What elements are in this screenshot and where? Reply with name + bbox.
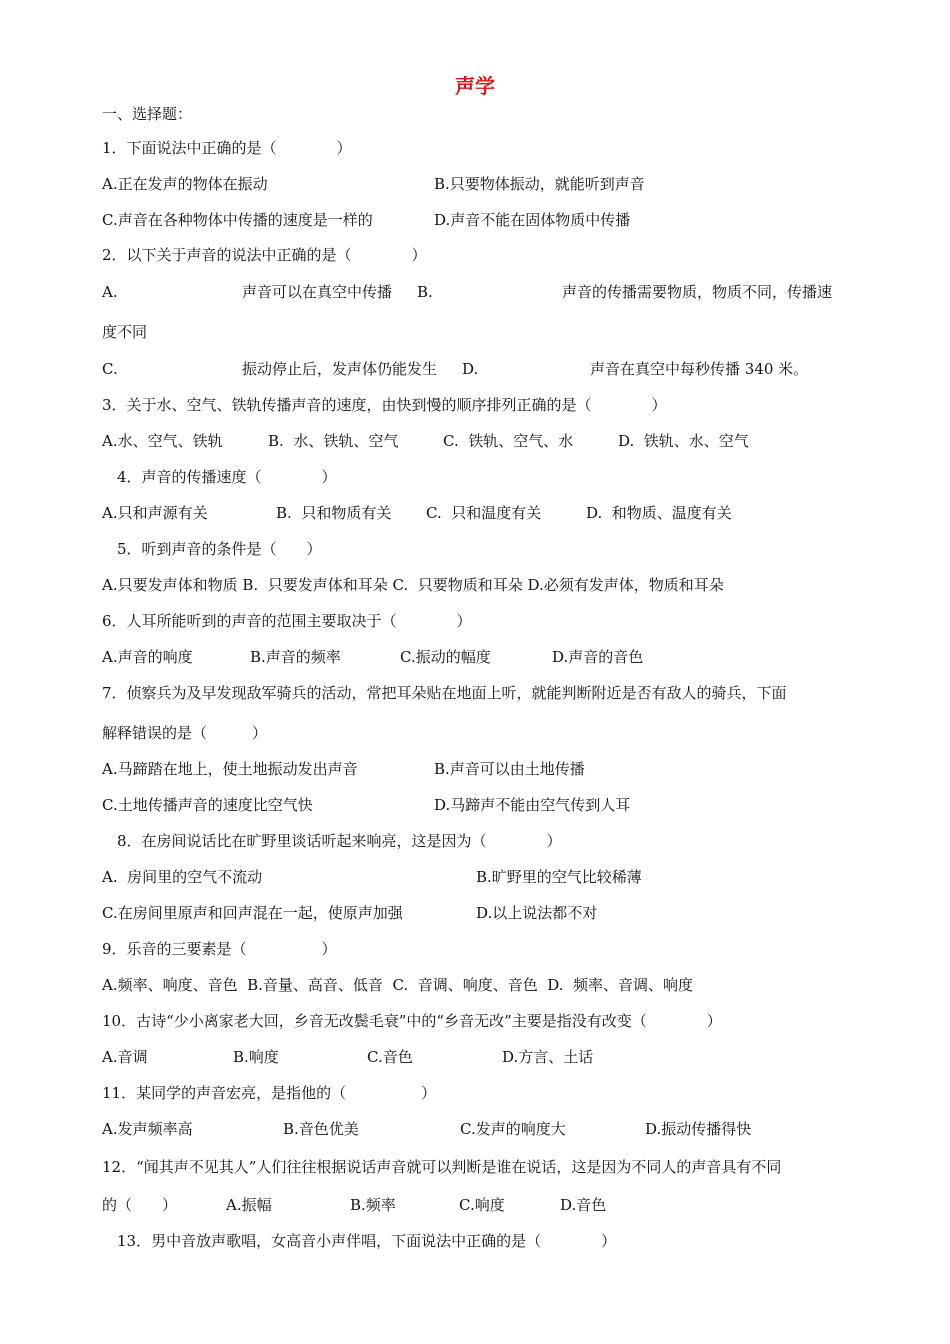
q7-stem-line2: 解释错误的是（ ） xyxy=(102,724,268,742)
q3-option-d: D. 铁轨、水、空气 xyxy=(618,432,749,450)
q7-stem-line1: 7．侦察兵为及早发现敌军骑兵的活动，常把耳朵贴在地面上听，就能判断附近是否有敌人的骑兵，下面 xyxy=(102,684,787,702)
q5-stem: 5．听到声音的条件是（ ） xyxy=(117,540,322,558)
q11-option-a: A.发声频率高 xyxy=(102,1120,193,1138)
q11-option-d: D.振动传播得快 xyxy=(645,1120,752,1138)
q6-stem: 6．人耳所能听到的声音的范围主要取决于（ ） xyxy=(102,612,472,630)
q5-options: A.只要发声体和物质 B. 只要发声体和耳朵 C. 只要物质和耳朵 D.必须有发声体，物质和耳朵 xyxy=(102,576,724,594)
q10-option-c: C.音色 xyxy=(367,1048,413,1066)
q1-stem: 1．下面说法中正确的是（ ） xyxy=(102,139,352,157)
q6-option-c: C.振动的幅度 xyxy=(400,648,491,666)
q2-option-b-text: 声音的传播需要物质，物质不同，传播速 xyxy=(562,283,833,301)
q8-option-a: A. 房间里的空气不流动 xyxy=(102,868,263,886)
q2-option-d-label: D. xyxy=(462,360,479,378)
q7-option-b: B.声音可以由土地传播 xyxy=(434,760,585,778)
q13-stem: 13．男中音放声歌唱，女高音小声伴唱，下面说法中正确的是（ ） xyxy=(117,1232,617,1250)
q4-option-a: A.只和声源有关 xyxy=(102,504,208,522)
q1-option-a: A.正在发声的物体在振动 xyxy=(102,175,268,193)
q8-option-b: B.旷野里的空气比较稀薄 xyxy=(476,868,642,886)
q9-stem: 9．乐音的三要素是（ ） xyxy=(102,940,337,958)
q7-option-c: C.土地传播声音的速度比空气快 xyxy=(102,796,313,814)
q2-option-c-label: C. xyxy=(102,360,118,378)
q10-stem: 10．古诗“少小离家老大回，乡音无改鬓毛衰”中的“乡音无改”主要是指没有改变（ ） xyxy=(102,1012,722,1030)
q1-option-c: C.声音在各种物体中传播的速度是一样的 xyxy=(102,211,373,229)
q8-option-d: D.以上说法都不对 xyxy=(476,904,598,922)
q6-option-a: A.声音的响度 xyxy=(102,648,193,666)
q1-option-d: D.声音不能在固体物质中传播 xyxy=(434,211,631,229)
q11-stem: 11．某同学的声音宏亮，是指他的（ ） xyxy=(102,1084,437,1102)
page-title: 声学 xyxy=(455,74,495,98)
q8-stem: 8．在房间说话比在旷野里谈话听起来响亮，这是因为（ ） xyxy=(117,832,562,850)
q11-option-c: C.发声的响度大 xyxy=(460,1120,566,1138)
q8-option-c: C.在房间里原声和回声混在一起，使原声加强 xyxy=(102,904,403,922)
q4-stem: 4．声音的传播速度（ ） xyxy=(117,468,337,486)
q1-option-b: B.只要物体振动，就能听到声音 xyxy=(434,175,645,193)
q10-option-d: D.方言、土话 xyxy=(502,1048,594,1066)
q6-option-d: D.声音的音色 xyxy=(552,648,644,666)
q3-option-c: C. 铁轨、空气、水 xyxy=(443,432,574,450)
q12-stem-line1: 12．“闻其声不见其人”人们往往根据说话声音就可以判断是谁在说话，这是因为不同人的声音具有不同 xyxy=(102,1158,782,1176)
q4-option-c: C. 只和温度有关 xyxy=(426,504,542,522)
q7-option-a: A.马蹄踏在地上，使土地振动发出声音 xyxy=(102,760,358,778)
q2-option-b-cont: 度不同 xyxy=(102,323,148,341)
q12-option-d: D.音色 xyxy=(560,1196,607,1214)
q2-option-c-text: 振动停止后，发声体仍能发生 xyxy=(242,360,438,378)
q3-option-b: B. 水、铁轨、空气 xyxy=(268,432,399,450)
q11-option-b: B.音色优美 xyxy=(283,1120,359,1138)
q6-option-b: B.声音的频率 xyxy=(250,648,341,666)
q2-option-b-label: B. xyxy=(417,283,433,301)
q2-stem: 2．以下关于声音的说法中正确的是（ ） xyxy=(102,246,427,264)
q12-option-c: C.响度 xyxy=(459,1196,505,1214)
q10-option-a: A.音调 xyxy=(102,1048,148,1066)
q3-stem: 3．关于水、空气、铁轨传播声音的速度，由快到慢的顺序排列正确的是（ ） xyxy=(102,396,667,414)
q12-stem-line2: 的（ ） xyxy=(102,1196,178,1214)
section-heading: 一、选择题： xyxy=(102,105,193,123)
q4-option-b: B. 只和物质有关 xyxy=(276,504,392,522)
q2-option-a-text: 声音可以在真空中传播 xyxy=(242,283,393,301)
q7-option-d: D.马蹄声不能由空气传到人耳 xyxy=(434,796,631,814)
q3-option-a: A.水、空气、铁轨 xyxy=(102,432,223,450)
q9-options: A.频率、响度、音色 B.音量、高音、低音 C. 音调、响度、音色 D. 频率、音调、响度 xyxy=(102,976,694,994)
q12-option-b: B.频率 xyxy=(350,1196,396,1214)
q12-option-a: A.振幅 xyxy=(226,1196,272,1214)
q2-option-d-text: 声音在真空中每秒传播 340 米。 xyxy=(590,360,809,378)
q2-option-a-label: A. xyxy=(102,283,118,301)
q10-option-b: B.响度 xyxy=(233,1048,279,1066)
q4-option-d: D. 和物质、温度有关 xyxy=(586,504,732,522)
